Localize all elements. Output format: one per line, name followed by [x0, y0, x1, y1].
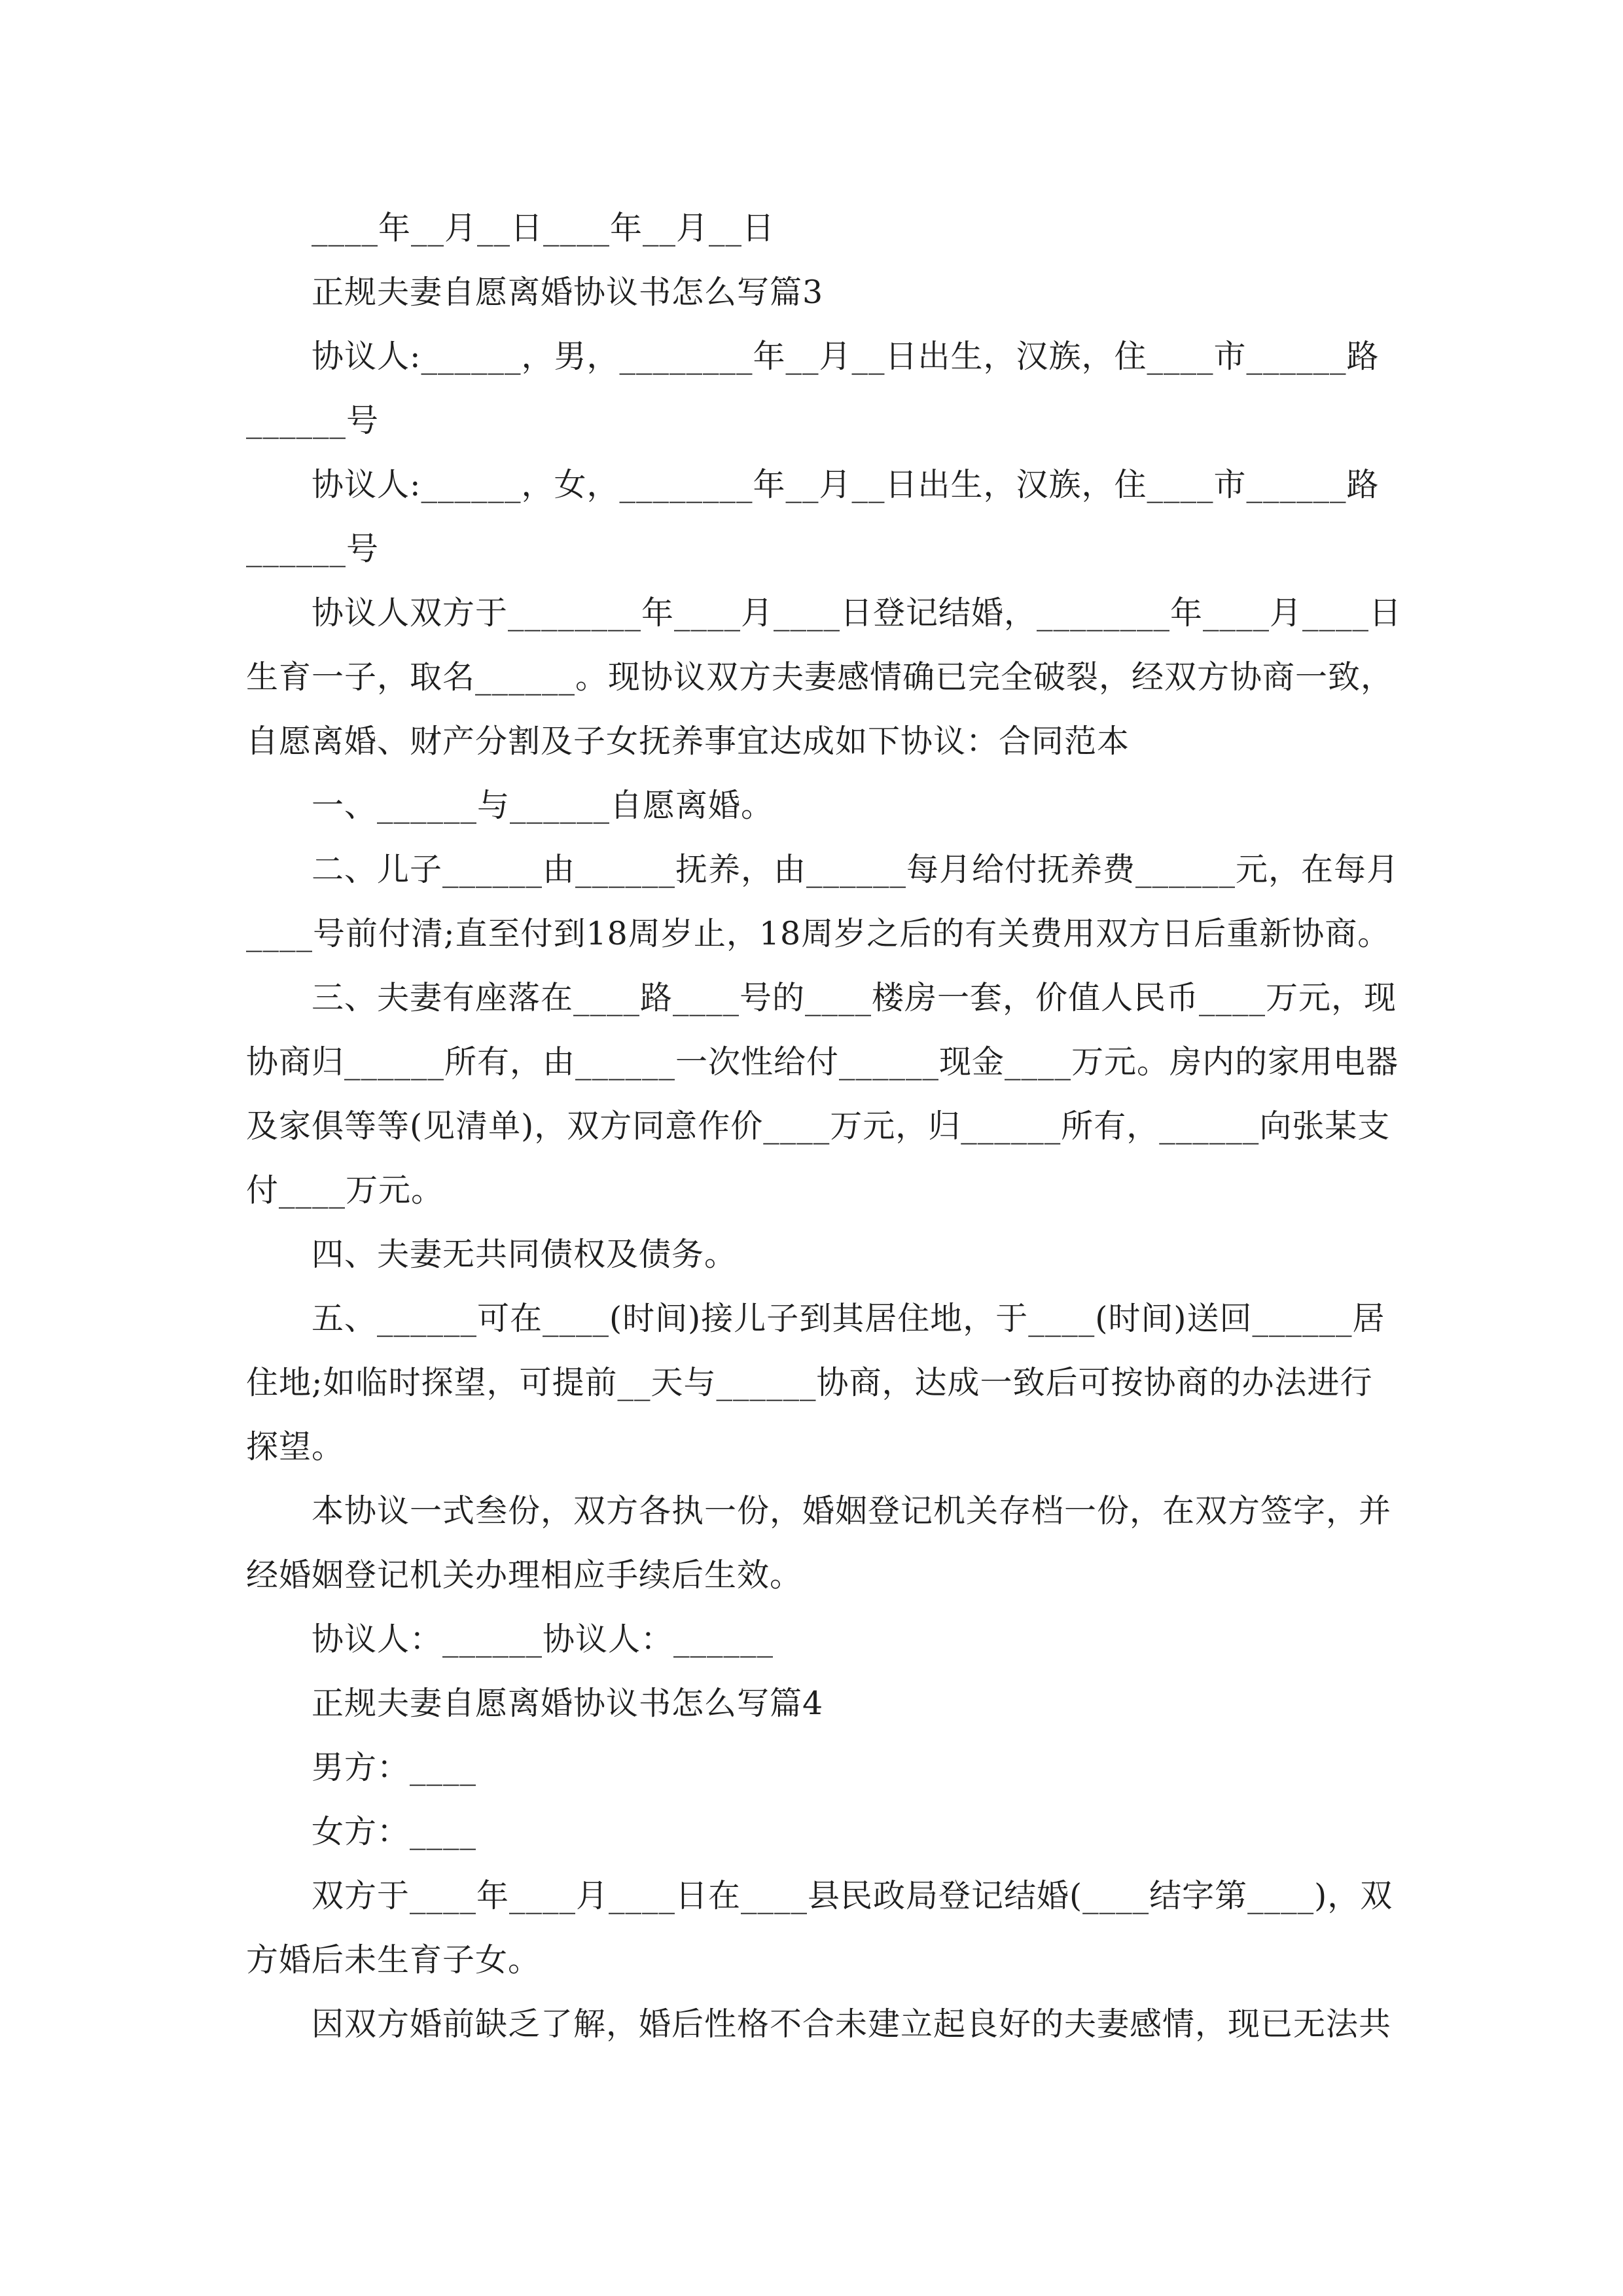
clause-2: 二、儿子______由______抚养，由______每月给付抚养费______元，在每月	[312, 851, 1400, 888]
party-male-line: 协议人:______，男，________年__月__日出生，汉族，住____市______路	[312, 338, 1380, 375]
clause-3-continued: 协商归______所有，由______一次性给付______现金____万元。房内的家用电器	[246, 1043, 1399, 1081]
clause-1: 一、______与______自愿离婚。	[312, 787, 774, 824]
reason-paragraph: 因双方婚前缺乏了解，婚后性格不合未建立起良好的夫妻感情，现已无法共	[312, 2005, 1392, 2043]
paragraph-line: 自愿离婚、财产分割及子女抚养事宜达成如下协议：合同范本	[246, 723, 1130, 760]
party-female-line: 协议人:______，女，________年__月__日出生，汉族，住____市______路	[312, 466, 1380, 503]
party-male-address-line: ______号	[246, 402, 380, 439]
effect-paragraph: 本协议一式叁份，双方各执一份，婚姻登记机关存档一份，在双方签字，并	[312, 1492, 1392, 1530]
clause-5-continued: 探望。	[246, 1428, 345, 1465]
document-body	[246, 196, 1402, 2056]
marriage-registration-line: 双方于____年____月____日在____县民政局登记结婚(____结字第____)，双	[312, 1877, 1393, 1914]
clause-3-continued: 及家俱等等(见清单)，双方同意作价____万元，归______所有，______向张某支	[246, 1107, 1391, 1145]
paragraph-line: 协议人双方于________年____月____日登记结婚，________年____月____日	[312, 594, 1402, 632]
party-female-address-line: ______号	[246, 530, 380, 567]
clause-3-continued: 付____万元。	[246, 1172, 444, 1209]
date-line: ____年__月__日____年__月__日	[312, 209, 776, 247]
section-title-3: 正规夫妻自愿离婚协议书怎么写篇3	[312, 274, 824, 311]
paragraph-line: 生育一子，取名______。现协议双方夫妻感情确已完全破裂，经双方协商一致，	[246, 658, 1394, 696]
effect-paragraph-continued: 经婚姻登记机关办理相应手续后生效。	[246, 1556, 803, 1594]
signature-line: 协议人：______协议人：______	[312, 1621, 774, 1658]
male-party-line: 男方：____	[312, 1749, 477, 1786]
section-title-4: 正规夫妻自愿离婚协议书怎么写篇4	[312, 1685, 824, 1722]
clause-2-continued: ____号前付清;直至付到18周岁止，18周岁之后的有关费用双方日后重新协商。	[246, 915, 1391, 952]
clause-5-continued: 住地;如临时探望，可提前__天与______协商，达成一致后可按协商的办法进行	[246, 1364, 1373, 1401]
clause-3: 三、夫妻有座落在____路____号的____楼房一套，价值人民币____万元，现	[312, 979, 1397, 1016]
female-party-line: 女方：____	[312, 1813, 477, 1850]
clause-4: 四、夫妻无共同债权及债务。	[312, 1236, 738, 1273]
marriage-registration-continued: 方婚后未生育子女。	[246, 1941, 541, 1979]
clause-5: 五、______可在____(时间)接儿子到其居住地，于____(时间)送回______居	[312, 1300, 1385, 1337]
